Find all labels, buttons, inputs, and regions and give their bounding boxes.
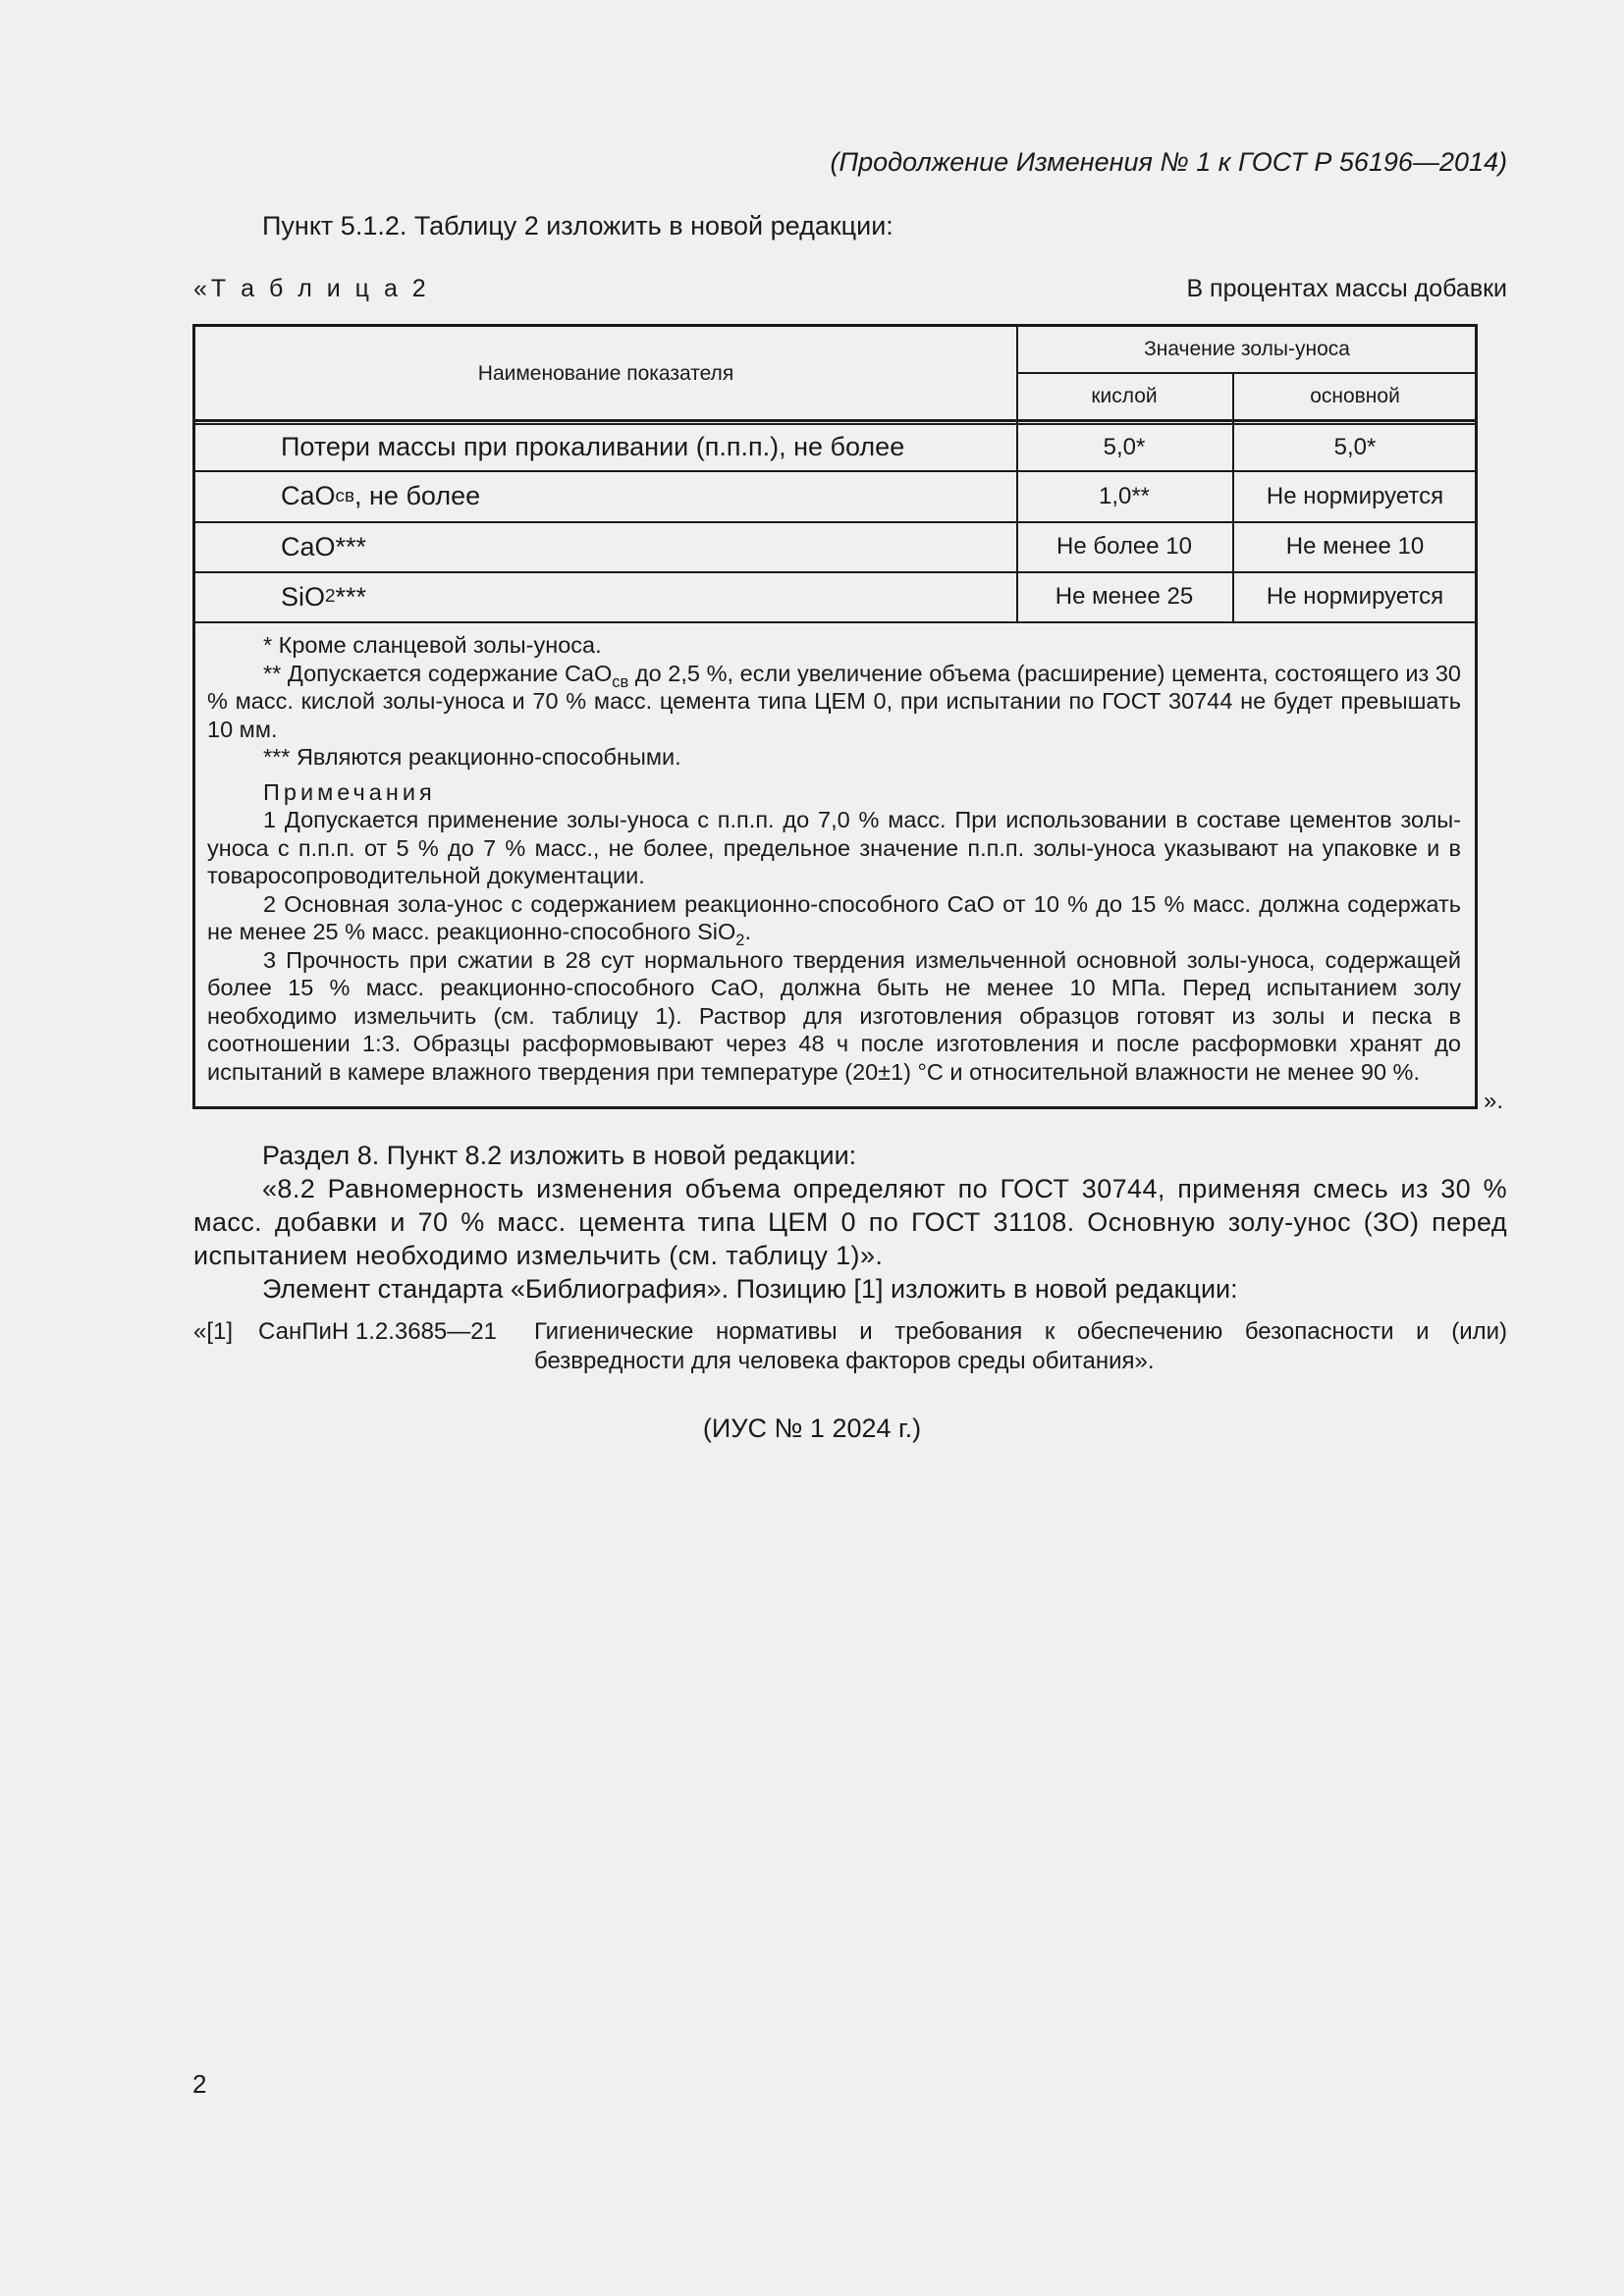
note-text: 2 Основная зола-унос с содержанием реакционно-способного CaO от 10 % до 15 % масс. должна содержать не менее 25 % масс. реакционно-способного SiO: [207, 890, 1461, 944]
table-cell-acidic: 5,0*: [1103, 433, 1146, 460]
table-footnotes: [207, 631, 1461, 1086]
table-cell-basic: Не нормируется: [1266, 583, 1444, 610]
row-name-suffix: , не более: [354, 481, 481, 510]
note-text: .: [744, 919, 751, 944]
footnote: * Кроме сланцевой золы-уноса.: [263, 632, 602, 658]
formula: SiO: [281, 581, 326, 612]
ius-reference: (ИУС № 1 2024 г.): [702, 1414, 922, 1443]
header-basic: основной: [1310, 384, 1400, 407]
bibliography-intro: Элемент стандарта «Библиография». Позицию [1] изложить в новой редакции:: [262, 1274, 1238, 1304]
bibliography-text: Гигиенические нормативы и требования к обеспечению безопасности и (или) безвредности для человека факторов среды обитания».: [534, 1318, 1507, 1374]
header-value-group: Значение золы-уноса: [1144, 338, 1350, 360]
bibliography-number: «[1]: [193, 1318, 234, 1345]
table-caption: «Т а б л и ц а 2: [193, 275, 430, 302]
footnote: [207, 660, 1461, 744]
amendment-item-5-1-2: Пункт 5.1.2. Таблицу 2 изложить в новой редакции:: [262, 211, 893, 240]
continuation-header: (Продолжение Изменения № 1 к ГОСТ Р 56196—2014): [830, 147, 1507, 177]
table-2: [192, 324, 1478, 1109]
section-intro: Раздел 8. Пункт 8.2 изложить в новой редакции:: [262, 1141, 857, 1170]
table-cell-basic: Не менее 10: [1285, 533, 1425, 560]
notes-title: Примечания: [263, 778, 436, 805]
formula: CaO: [281, 481, 336, 510]
table-units: В процентах массы добавки: [1186, 275, 1507, 302]
note: 3 Прочность при сжатии в 28 сут нормального твердения измельченной основной золы-уноса, содержащей более 15 % масс. реакционно-способного CaO, должна быть не менее 10 МПа. Перед испытанием золу необходимо измельчить (см. таблицу 1). Раствор для изготовления образцов готовят из золы и песка в соотношении 1:3. Образцы расформовывают через 48 ч после изготовления и после расформовки хранят до испытаний в камере влажного твердения при температуре (20±1) °С и относительной влажности не менее 90 %.: [207, 946, 1461, 1085]
section-8-amendment: [193, 1139, 1507, 1306]
footnote-text: ** Допускается содержание CaO: [263, 660, 613, 686]
table-cell-acidic: Не менее 25: [1055, 583, 1194, 610]
table-cell-basic: Не нормируется: [1266, 482, 1444, 509]
table-row-name: CaO св , не более: [281, 481, 481, 510]
table-cell-basic: 5,0*: [1333, 433, 1377, 460]
note: 1 Допускается применение золы-уноса с п.п.п. до 7,0 % масс. При использовании в составе цементов золы-уноса с п.п.п. от 5 % до 7 % масс., не более, предельное значение п.п.п. золы-уноса указывают на упаковке и в товаросопроводительной документации.: [207, 807, 1461, 888]
footnote-text: до 2,5 %, если увеличение объема (расширение) цемента, состоящего из 30 % масс. кислой золы-уноса и 70 % масс. цемента типа ЦЕМ 0, при испытании по ГОСТ 30744 не будет превышать 10 мм.: [207, 660, 1462, 742]
table-cell-acidic: Не более 10: [1056, 533, 1192, 560]
header-indicator: Наименование показателя: [477, 361, 734, 385]
section-text: «8.2 Равномерность изменения объема определяют по ГОСТ 30744, применяя смесь из 30 % масс. добавки и 70 % масс. цемента типа ЦЕМ 0 по ГОСТ 31108. Основную золу-унос (ЗО) перед испытанием необходимо измельчить (см. таблицу 1)».: [193, 1174, 1507, 1270]
footnote: *** Являются реакционно-способными.: [263, 744, 681, 770]
table-row-name: Потери массы при прокаливании (п.п.п.), не более: [281, 432, 905, 461]
row-divider: [195, 621, 1475, 623]
table-cell-acidic: 1,0**: [1098, 482, 1151, 509]
bibliography-code: СанПиН 1.2.3685—21: [258, 1318, 497, 1345]
closing-quote: ».: [1484, 1088, 1504, 1114]
table-row-name: CaO***: [281, 531, 367, 561]
note: [207, 890, 1461, 949]
page-number: 2: [192, 2069, 207, 2099]
formula-subscript: 2: [735, 931, 745, 949]
row-name-suffix: ***: [335, 581, 367, 612]
formula-subscript: св: [612, 672, 629, 691]
header-acidic: кислой: [1091, 384, 1158, 407]
table-row-name: SiO 2 ***: [281, 581, 367, 612]
